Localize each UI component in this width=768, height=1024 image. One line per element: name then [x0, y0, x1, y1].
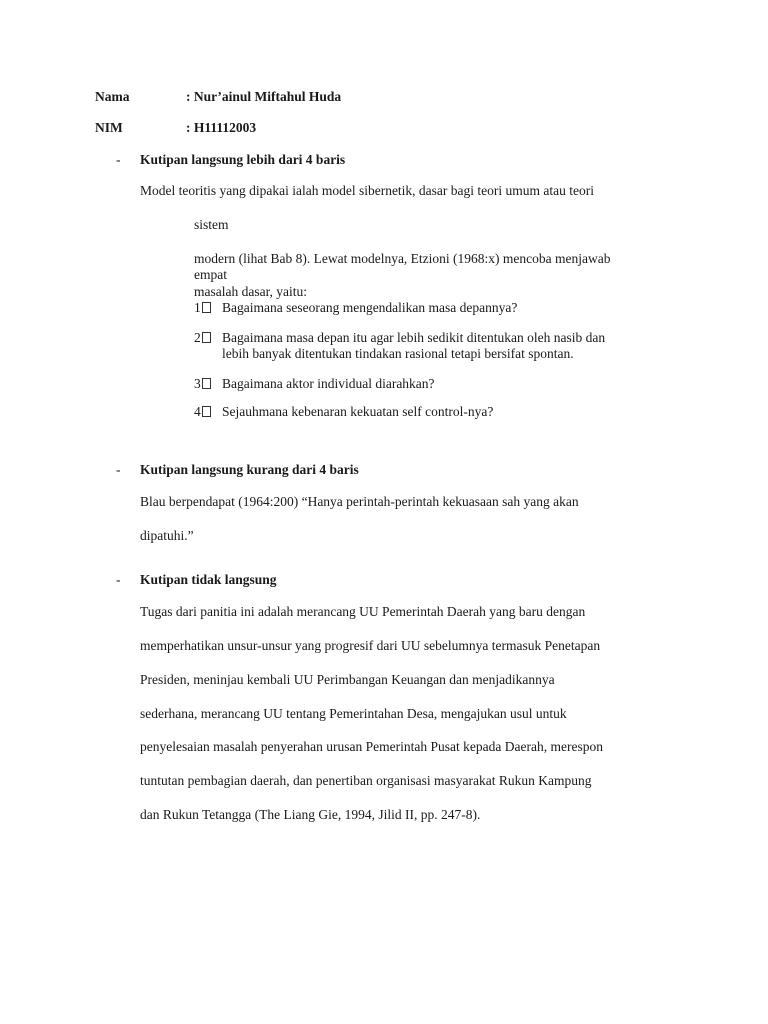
- paragraph-line: Presiden, meninjau kembali UU Perimbangan Keuangan dan menjadikannya: [140, 672, 555, 687]
- section-3-bullet: -: [116, 572, 121, 587]
- section-2-line-2: dipatuhi.”: [140, 528, 194, 543]
- block-line-2: modern (lihat Bab 8). Lewat modelnya, Etzioni (1968:x) mencoba menjawab: [194, 251, 611, 266]
- list-item-number: 2: [194, 330, 201, 345]
- section-2-heading: Kutipan langsung kurang dari 4 baris: [140, 462, 359, 477]
- section-2-bullet: -: [116, 462, 121, 477]
- list-item-text: Bagaimana aktor individual diarahkan?: [222, 376, 435, 391]
- list-item-text-continued: lebih banyak ditentukan tindakan rasional tetapi bersifat spontan.: [222, 346, 574, 361]
- nim-value: : H11112003: [186, 120, 257, 135]
- list-item-number: 4: [194, 404, 201, 419]
- list-item: [194, 300, 211, 316]
- paragraph-line: sederhana, merancang UU tentang Pemerintahan Desa, mengajukan usul untuk: [140, 706, 567, 721]
- list-item: [194, 376, 211, 392]
- block-line-3: empat: [194, 267, 227, 282]
- nim-label: NIM: [95, 120, 123, 135]
- paragraph-line: Tugas dari panitia ini adalah merancang UU Pemerintah Daerah yang baru dengan: [140, 604, 586, 619]
- list-item-number: 3: [194, 376, 201, 391]
- missing-glyph-icon: [202, 406, 211, 417]
- section-1-intro: Model teoritis yang dipakai ialah model sibernetik, dasar bagi teori umum atau teori: [140, 183, 594, 198]
- nama-label: Nama: [95, 89, 130, 104]
- list-item-number: 1: [194, 300, 201, 315]
- block-line-4: masalah dasar, yaitu:: [194, 284, 308, 299]
- section-1-heading: Kutipan langsung lebih dari 4 baris: [140, 152, 346, 167]
- paragraph-line: dan Rukun Tetangga (The Liang Gie, 1994, Jilid II, pp. 247-8).: [140, 807, 481, 822]
- paragraph-line: penyelesaian masalah penyerahan urusan Pemerintah Pusat kepada Daerah, merespon: [140, 739, 603, 754]
- list-item: [194, 404, 211, 420]
- paragraph-line: tuntutan pembagian daerah, dan penertiban organisasi masyarakat Rukun Kampung: [140, 773, 592, 788]
- missing-glyph-icon: [202, 302, 211, 313]
- list-item: [194, 330, 211, 346]
- section-3-heading: Kutipan tidak langsung: [140, 572, 277, 587]
- list-item-text: Bagaimana masa depan itu agar lebih sedikit ditentukan oleh nasib dan: [222, 330, 606, 345]
- missing-glyph-icon: [202, 332, 211, 343]
- list-item-text: Sejauhmana kebenaran kekuatan self control-nya?: [222, 404, 494, 419]
- section-2-line-1: Blau berpendapat (1964:200) “Hanya perintah-perintah kekuasaan sah yang akan: [140, 494, 579, 509]
- list-item-text: Bagaimana seseorang mengendalikan masa depannya?: [222, 300, 518, 315]
- paragraph-line: memperhatikan unsur-unsur yang progresif dari UU sebelumnya termasuk Penetapan: [140, 638, 601, 653]
- section-1-bullet: -: [116, 152, 121, 167]
- nama-value: : Nur’ainul Miftahul Huda: [186, 89, 342, 104]
- missing-glyph-icon: [202, 378, 211, 389]
- block-line-1: sistem: [194, 217, 229, 232]
